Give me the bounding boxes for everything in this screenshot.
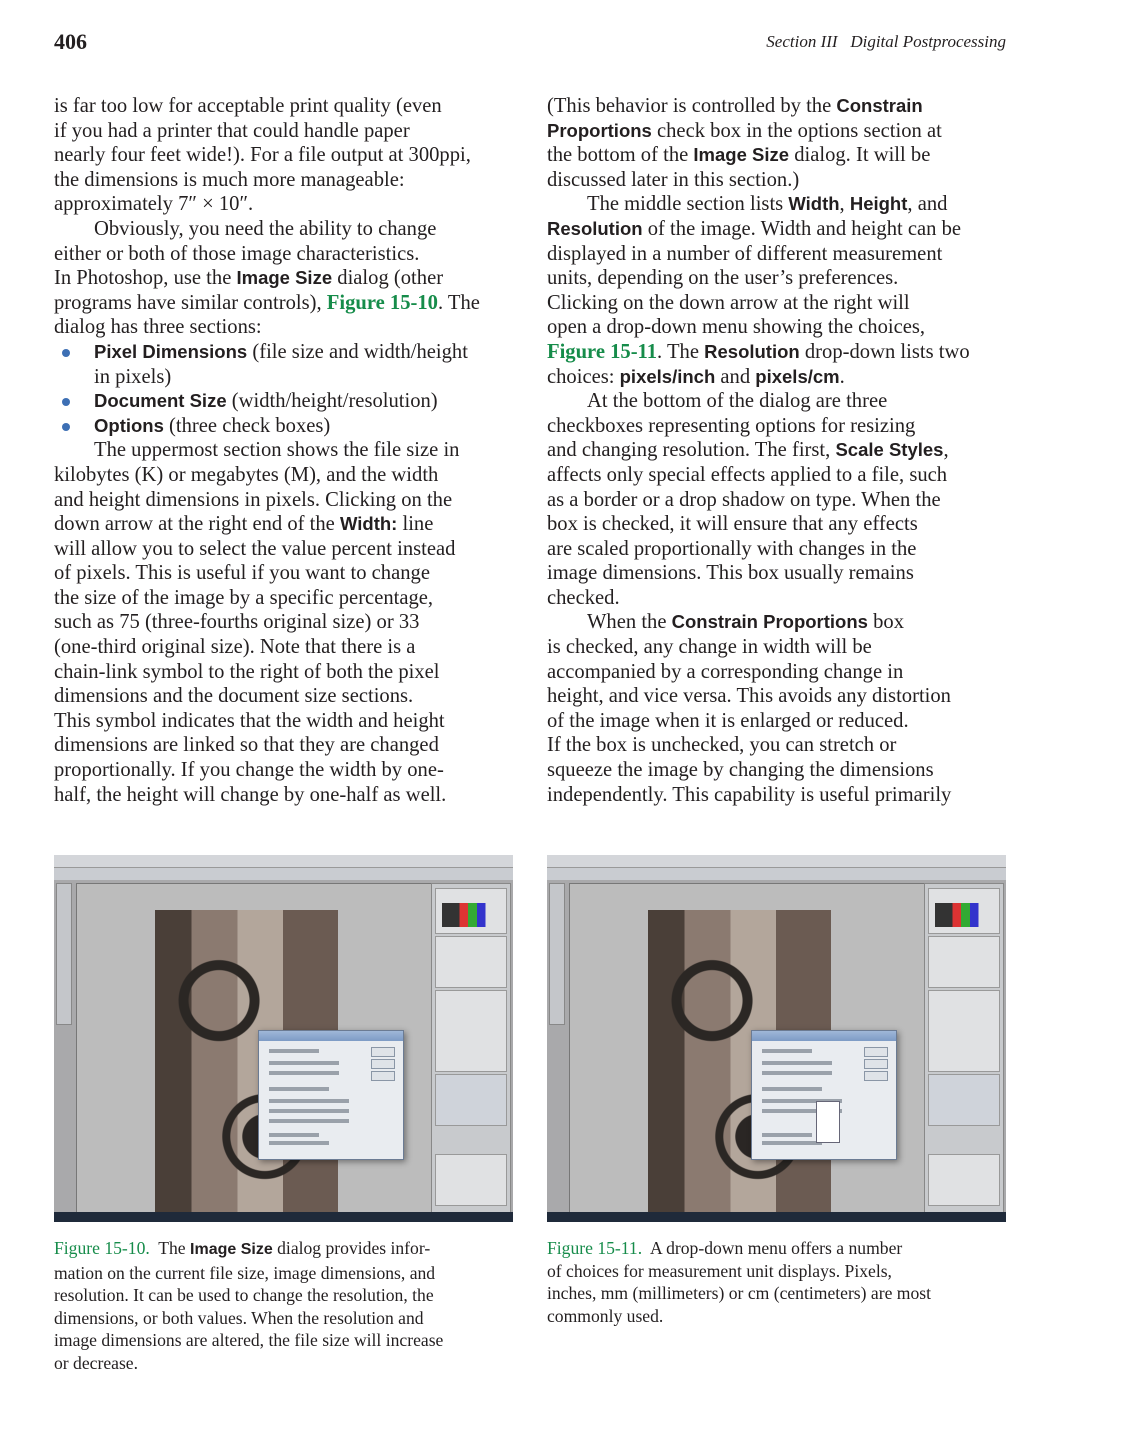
text-run: approximately 7″ × 10″. [54, 193, 254, 216]
text-run: . [839, 365, 845, 388]
figure-15-10-screenshot [54, 855, 513, 1222]
figure-label: Figure 15-11. [547, 1238, 643, 1258]
running-head: Section III Digital Postprocessing [766, 32, 1006, 51]
text-line [547, 635, 1017, 660]
text-line [547, 94, 1017, 119]
text-line [547, 217, 1017, 242]
caption-line [547, 1237, 931, 1260]
text-line [547, 733, 1017, 758]
text-line [547, 119, 1017, 144]
text-line [547, 389, 1017, 414]
text-line [547, 315, 1017, 340]
text-run: line [397, 513, 434, 536]
unit-dropdown-menu [816, 1101, 840, 1143]
text-run: At the bottom of the dialog are three [587, 390, 888, 413]
text-line [54, 488, 524, 513]
text-line [547, 340, 1017, 365]
text-run: mation on the current file size, image dimensions, and [54, 1262, 436, 1283]
text-line [547, 537, 1017, 562]
text-line [547, 783, 1017, 808]
text-run: discussed later in this section.) [547, 168, 800, 191]
text-run: displayed in a number of different measurement [547, 242, 943, 265]
text-run: either or both of those image characteristics. [54, 242, 420, 265]
text-run: in pixels) [94, 365, 172, 388]
text-run: This symbol indicates that the width and height [54, 709, 445, 732]
text-run: open a drop-down menu showing the choices, [547, 316, 926, 339]
text-line [547, 684, 1017, 709]
caption-line [54, 1329, 443, 1352]
bold-term: pixels/cm [755, 365, 840, 387]
text-line [547, 143, 1017, 168]
bullet-item [54, 340, 524, 365]
text-run: programs have similar controls), [54, 291, 327, 314]
text-run: check box in the options section at [651, 119, 942, 142]
text-line [547, 610, 1017, 635]
text-line [547, 438, 1017, 463]
text-line [547, 192, 1017, 217]
text-run: box is checked, it will ensure that any effects [547, 513, 918, 536]
text-run: image dimensions. This box usually remains [547, 562, 914, 585]
right-text-column [547, 94, 1017, 807]
bold-term: Image Size [190, 1241, 273, 1258]
text-line [547, 291, 1017, 316]
menu-bar [54, 855, 513, 868]
text-line [54, 192, 524, 217]
text-run: Clicking on the down arrow at the right will [547, 291, 910, 314]
text-run: height, and vice versa. This avoids any distortion [547, 685, 951, 708]
text-run: will allow you to select the value percent instead [54, 537, 456, 560]
caption-line [547, 1282, 931, 1305]
text-line [54, 586, 524, 611]
panels-dock [431, 883, 511, 1215]
text-run: The uppermost section shows the file size in [94, 439, 460, 462]
caption-line [54, 1352, 443, 1375]
text-run: . The [437, 291, 480, 314]
figure-15-11-screenshot [547, 855, 1006, 1222]
text-run: independently. This capability is useful primarily [547, 783, 952, 806]
text-line [54, 217, 524, 242]
text-run: of the image when it is enlarged or reduced. [547, 709, 909, 732]
image-size-dialog [751, 1030, 897, 1160]
text-run: accompanied by a corresponding change in [547, 660, 904, 683]
bold-term: Width: [339, 513, 398, 535]
caption-line [54, 1262, 443, 1285]
text-run: dimensions are linked so that they are changed [54, 734, 439, 757]
toolbox [549, 883, 565, 1025]
figure-15-10-caption [54, 1237, 443, 1375]
text-line [547, 463, 1017, 488]
text-line [54, 143, 524, 168]
text-run: (width/height/resolution) [226, 390, 438, 413]
text-run: kilobytes (K) or megabytes (M), and the width [54, 463, 439, 486]
bold-term: pixels/inch [619, 365, 716, 387]
figure-15-11-caption [547, 1237, 931, 1327]
bold-term: Image Size [236, 267, 333, 289]
text-run: or decrease. [54, 1352, 138, 1373]
text-line [54, 512, 524, 537]
menu-bar [547, 855, 1006, 868]
toolbox [56, 883, 72, 1025]
text-run: The middle section lists [587, 193, 789, 216]
text-run: nearly four feet wide!). For a file output at 300ppi, [54, 144, 471, 167]
text-run: is far too low for acceptable print quality (even [54, 95, 442, 117]
text-run: the dimensions is much more manageable: [54, 168, 405, 191]
text-line [54, 94, 524, 119]
text-run: down arrow at the right end of the [54, 513, 340, 536]
text-run: and [715, 365, 756, 388]
text-run: (three check boxes) [163, 414, 331, 437]
left-text-column [54, 94, 524, 807]
caption-line [54, 1307, 443, 1330]
bullet-icon [62, 423, 70, 431]
text-run: A drop-down menu offers a number [649, 1238, 903, 1258]
text-line [54, 438, 524, 463]
text-line [547, 561, 1017, 586]
text-line [547, 168, 1017, 193]
text-run: such as 75 (three-fourths original size) or 33 [54, 611, 420, 634]
text-run: . The [657, 340, 705, 363]
text-line [547, 512, 1017, 537]
figure-reference[interactable]: Figure 15-11 [547, 340, 658, 363]
text-run: , [943, 439, 949, 462]
text-run: (This behavior is controlled by the [547, 95, 837, 117]
panels-dock [924, 883, 1004, 1215]
text-run: proportionally. If you change the width by one- [54, 759, 444, 782]
text-run: If the box is unchecked, you can stretch or [547, 734, 897, 757]
text-run: choices: [547, 365, 620, 388]
text-run: the size of the image by a specific percentage, [54, 586, 434, 609]
text-run: When the [587, 611, 672, 634]
text-run: , [839, 193, 850, 216]
taskbar [54, 1212, 513, 1222]
bold-term: Proportions [547, 119, 652, 141]
text-run: as a border or a drop shadow on type. When the [547, 488, 941, 511]
bullet-icon [62, 398, 70, 406]
text-run: commonly used. [547, 1305, 664, 1326]
text-run: the bottom of the [547, 144, 694, 167]
bold-term: Resolution [704, 340, 800, 362]
text-line [547, 758, 1017, 783]
text-line [547, 365, 1017, 390]
image-size-dialog [258, 1030, 404, 1160]
text-run: of the image. Width and height can be [642, 217, 962, 240]
bullet-item [54, 389, 524, 414]
text-line [54, 291, 524, 316]
text-run: (file size and width/height [247, 340, 468, 363]
text-run: , and [907, 193, 948, 216]
text-line [54, 168, 524, 193]
text-run: of pixels. This is useful if you want to change [54, 562, 430, 585]
text-run: drop-down lists two [799, 340, 970, 363]
bullet-item [54, 414, 524, 439]
text-run: of choices for measurement unit displays. Pixels, [547, 1260, 892, 1281]
text-line [54, 783, 524, 808]
text-run: dimensions, or both values. When the resolution and [54, 1307, 424, 1328]
caption-line [54, 1237, 443, 1262]
text-run: inches, mm (millimeters) or cm (centimeters) are most [547, 1283, 932, 1304]
figure-reference[interactable]: Figure 15-10 [326, 291, 438, 314]
text-line [54, 758, 524, 783]
text-run: In Photoshop, use the [54, 267, 237, 290]
text-line [54, 635, 524, 660]
text-run: dialog has three sections: [54, 316, 262, 339]
bold-term: Options [94, 414, 164, 436]
figure-label: Figure 15-10. [54, 1238, 150, 1258]
text-run: dialog (other [332, 267, 444, 290]
text-line [547, 660, 1017, 685]
text-run: half, the height will change by one-half as well. [54, 783, 447, 806]
text-line [54, 537, 524, 562]
text-run: dimensions and the document size sections. [54, 685, 414, 708]
text-line [547, 242, 1017, 267]
bold-term: Constrain [836, 95, 923, 116]
taskbar [547, 1212, 1006, 1222]
caption-line [547, 1260, 931, 1283]
bullet-icon [62, 349, 70, 357]
text-run: is checked, any change in width will be [547, 636, 872, 659]
text-run: chain-link symbol to the right of both the pixel [54, 660, 440, 683]
text-line [54, 709, 524, 734]
bold-term: Document Size [94, 390, 227, 412]
text-line [54, 119, 524, 144]
bold-term: Scale Styles [835, 439, 944, 461]
text-run: if you had a printer that could handle paper [54, 119, 410, 142]
text-line [54, 242, 524, 267]
text-line [54, 463, 524, 488]
text-line [547, 488, 1017, 513]
text-run: affects only special effects applied to a file, such [547, 463, 948, 486]
options-bar [54, 868, 513, 880]
text-line [54, 660, 524, 685]
text-line [54, 610, 524, 635]
bold-term: Constrain Proportions [671, 611, 868, 633]
text-run: resolution. It can be used to change the resolution, the [54, 1285, 434, 1306]
text-run: dialog provides infor- [272, 1238, 431, 1258]
bold-term: Pixel Dimensions [94, 340, 248, 362]
text-run: units, depending on the user’s preferences. [547, 267, 899, 290]
text-line [54, 733, 524, 758]
options-bar [547, 868, 1006, 880]
bold-term: Image Size [693, 144, 790, 166]
text-line [54, 315, 524, 340]
bold-term: Resolution [547, 217, 643, 239]
text-line [54, 266, 524, 291]
text-run: are scaled proportionally with changes in the [547, 537, 917, 560]
text-line [54, 365, 524, 390]
text-line [547, 266, 1017, 291]
text-run: image dimensions are altered, the file size will increase [54, 1330, 444, 1351]
text-run: checked. [547, 586, 620, 609]
text-run: dialog. It will be [789, 144, 931, 167]
text-run: and changing resolution. The first, [547, 439, 836, 462]
bold-term: Height [849, 193, 908, 215]
text-line [547, 414, 1017, 439]
text-run: and height dimensions in pixels. Clicking on the [54, 488, 453, 511]
text-run: checkboxes representing options for resizing [547, 414, 916, 437]
text-run: Obviously, you need the ability to change [94, 217, 437, 240]
text-run: The [158, 1238, 191, 1258]
caption-line [547, 1305, 931, 1328]
bold-term: Width [788, 193, 840, 215]
page-number: 406 [54, 29, 87, 54]
text-line [547, 709, 1017, 734]
text-line [547, 586, 1017, 611]
text-run: squeeze the image by changing the dimensions [547, 759, 934, 782]
text-run: box [867, 611, 904, 634]
caption-line [54, 1284, 443, 1307]
text-line [54, 684, 524, 709]
text-run: (one-third original size). Note that there is a [54, 636, 416, 659]
text-line [54, 561, 524, 586]
